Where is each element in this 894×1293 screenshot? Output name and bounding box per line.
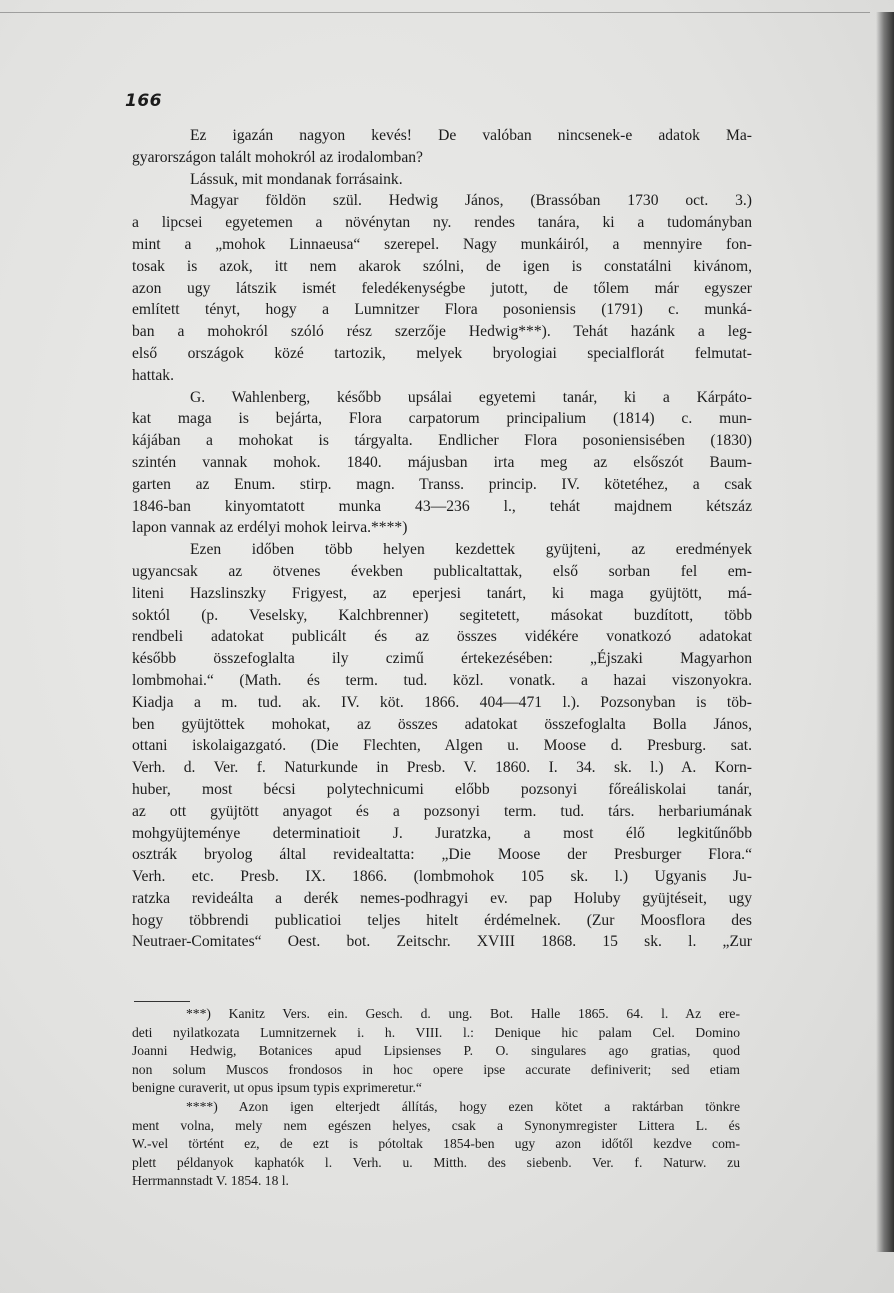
text-line: első országok közé tartozik, melyek bryologiai specialflorát felmutat-	[132, 344, 752, 362]
text-line: Lássuk, mit mondanak forrásaink.	[190, 170, 403, 188]
text-line: Neutraer-Comitates“ Oest. bot. Zeitschr. XVIII 1868. 15 sk. l. „Zur	[132, 933, 752, 951]
text-line: mohgyüjteménye determinatioit J. Juratzka, a most élő legkitűnőbb	[132, 824, 752, 842]
text-line: Verh. d. Ver. f. Naturkunde in Presb. V. 1860. I. 34. sk. l.) A. Korn-	[132, 759, 752, 777]
footnote-line: non solum Muscos frondosos in hoc opere ipse accurate definiverit; sed etiam	[132, 1061, 740, 1077]
text-line: Kiadja a m. tud. ak. IV. köt. 1866. 404—471 l.). Pozsonyban is töb-	[132, 693, 752, 711]
footnote-line: W.-vel történt ez, de ezt is pótoltak 1854-ben ugy azon időtől kezdve com-	[132, 1136, 740, 1152]
text-line: lapon vannak az erdélyi mohok leirva.****)	[132, 519, 408, 537]
footnote-line: deti nyilatkozata Lumnitzernek i. h. VIII. l.: Denique hic palam Cel. Domino	[132, 1024, 740, 1040]
text-line: ratzka revideálta a derék nemes-podhragyi ev. pap Holuby gyüjtéseit, ugy	[132, 889, 752, 907]
text-line: a lipcsei egyetemen a növénytan ny. rendes tanára, ki a tudományban	[132, 214, 752, 232]
page-number: 166	[125, 91, 162, 111]
text-line: soktól (p. Veselsky, Kalchbrenner) segitetett, másokat buzdított, több	[132, 606, 752, 624]
text-line: Ez igazán nagyon kevés! De valóban nincsenek-e adatok Ma-	[190, 127, 752, 144]
footnote-separator	[134, 1001, 190, 1002]
text-line: gyarországon talált mohokról az irodalomban?	[132, 148, 423, 166]
text-line: kájában a mohokat is tárgyalta. Endlicher Flora posoniensisében (1830)	[132, 432, 752, 450]
footnote-line: ****) Azon igen elterjedt állítás, hogy ezen kötet a raktárban tönkre	[186, 1098, 740, 1114]
text-line: 1846-ban kinyomtatott munka 43—236 l., tehát majdnem kétszáz	[132, 497, 752, 515]
text-line: ottani iskolaigazgató. (Die Flechten, Algen u. Moose d. Presburg. sat.	[132, 737, 752, 755]
footnote-line: ***) Kanitz Vers. ein. Gesch. d. ung. Bot. Halle 1865. 64. l. Az ere-	[186, 1006, 740, 1021]
text-line: Verh. etc. Presb. IX. 1866. (lombmohok 105 sk. l.) Ugyanis Ju-	[132, 868, 752, 886]
footnote-line: plett példanyok kaphatók l. Verh. u. Mitth. des siebenb. Ver. f. Naturw. zu	[132, 1154, 740, 1170]
footnotes	[132, 1005, 740, 1191]
text-line: Ezen időben több helyen kezdettek gyüjteni, az eredmények	[190, 541, 752, 559]
text-line: az ott gyüjtött anyagot és a pozsonyi term. tud. társ. herbariumának	[132, 802, 752, 820]
text-line: később összefoglalta ily czimű értekezésében: „Éjszaki Magyarhon	[132, 650, 752, 668]
text-line: osztrák bryolog által revidealtatta: „Die Moose der Presburger Flora.“	[132, 846, 752, 864]
text-line: tosak is azok, itt nem akarok szólni, de igen is constatálni kivánom,	[132, 257, 752, 275]
text-line: említett tényt, hogy a Lumnitzer Flora posoniensis (1791) c. munká-	[132, 301, 752, 319]
text-line: G. Wahlenberg, később upsálai egyetemi tanár, ki a Kárpáto-	[190, 388, 752, 406]
text-line: ugyancsak az ötvenes években publicaltattak, első sorban fel em-	[132, 562, 752, 580]
text-line: azon ugy látszik ismét feledékenységbe jutott, de tőlem már egyszer	[132, 279, 752, 297]
text-line: rendbeli adatokat publicált és az összes vidékére vonatkozó adatokat	[132, 628, 752, 646]
page-top-edge	[0, 12, 870, 13]
text-line: kat maga is bejárta, Flora carpatorum principalium (1814) c. mun-	[132, 410, 752, 428]
text-line: lombmohai.“ (Math. és term. tud. közl. vonatk. a hazai viszonyokra.	[132, 671, 752, 689]
footnote-line: Joanni Hedwig, Botanices apud Lipsienses P. O. singulares ago gratias, quod	[132, 1043, 740, 1059]
text-line: mint a „mohok Linnaeusa“ szerepel. Nagy munkáiról, a mennyire fon-	[132, 235, 752, 253]
footnote-line: Herrmannstadt V. 1854. 18 l.	[132, 1173, 289, 1189]
binding-shadow	[876, 12, 894, 1252]
text-line: garten az Enum. stirp. magn. Transs. princip. IV. kötetéhez, a csak	[132, 475, 752, 493]
text-line: Magyar földön szül. Hedwig János, (Brassóban 1730 oct. 3.)	[190, 192, 752, 210]
text-line: hogy többrendi publicatioi teljes hitelt érdémelnek. (Zur Moosflora des	[132, 911, 752, 929]
main-text	[132, 125, 752, 953]
text-line: szintén vannak mohok. 1840. májusban irta meg az elsőszót Baum-	[132, 453, 752, 471]
text-line: ben gyüjtöttek mohokat, az összes adatokat összefoglalta Bolla János,	[132, 715, 752, 733]
text-line: ban a mohokról szóló rész szerzője Hedwig***). Tehát hazánk a leg-	[132, 323, 752, 341]
footnote-line: benigne curaverit, ut opus ipsum typis exprimeretur.“	[132, 1080, 422, 1096]
text-line: huber, most bécsi polytechnicumi előbb pozsonyi főreáliskolai tanár,	[132, 780, 752, 798]
footnote-line: ment volna, mely nem egészen helyes, csak a Synonymregister Littera L. és	[132, 1117, 740, 1133]
text-line: hattak.	[132, 366, 174, 384]
text-line: liteni Hazslinszky Frigyest, az eperjesi tanárt, ki maga gyüjtött, má-	[132, 584, 752, 602]
